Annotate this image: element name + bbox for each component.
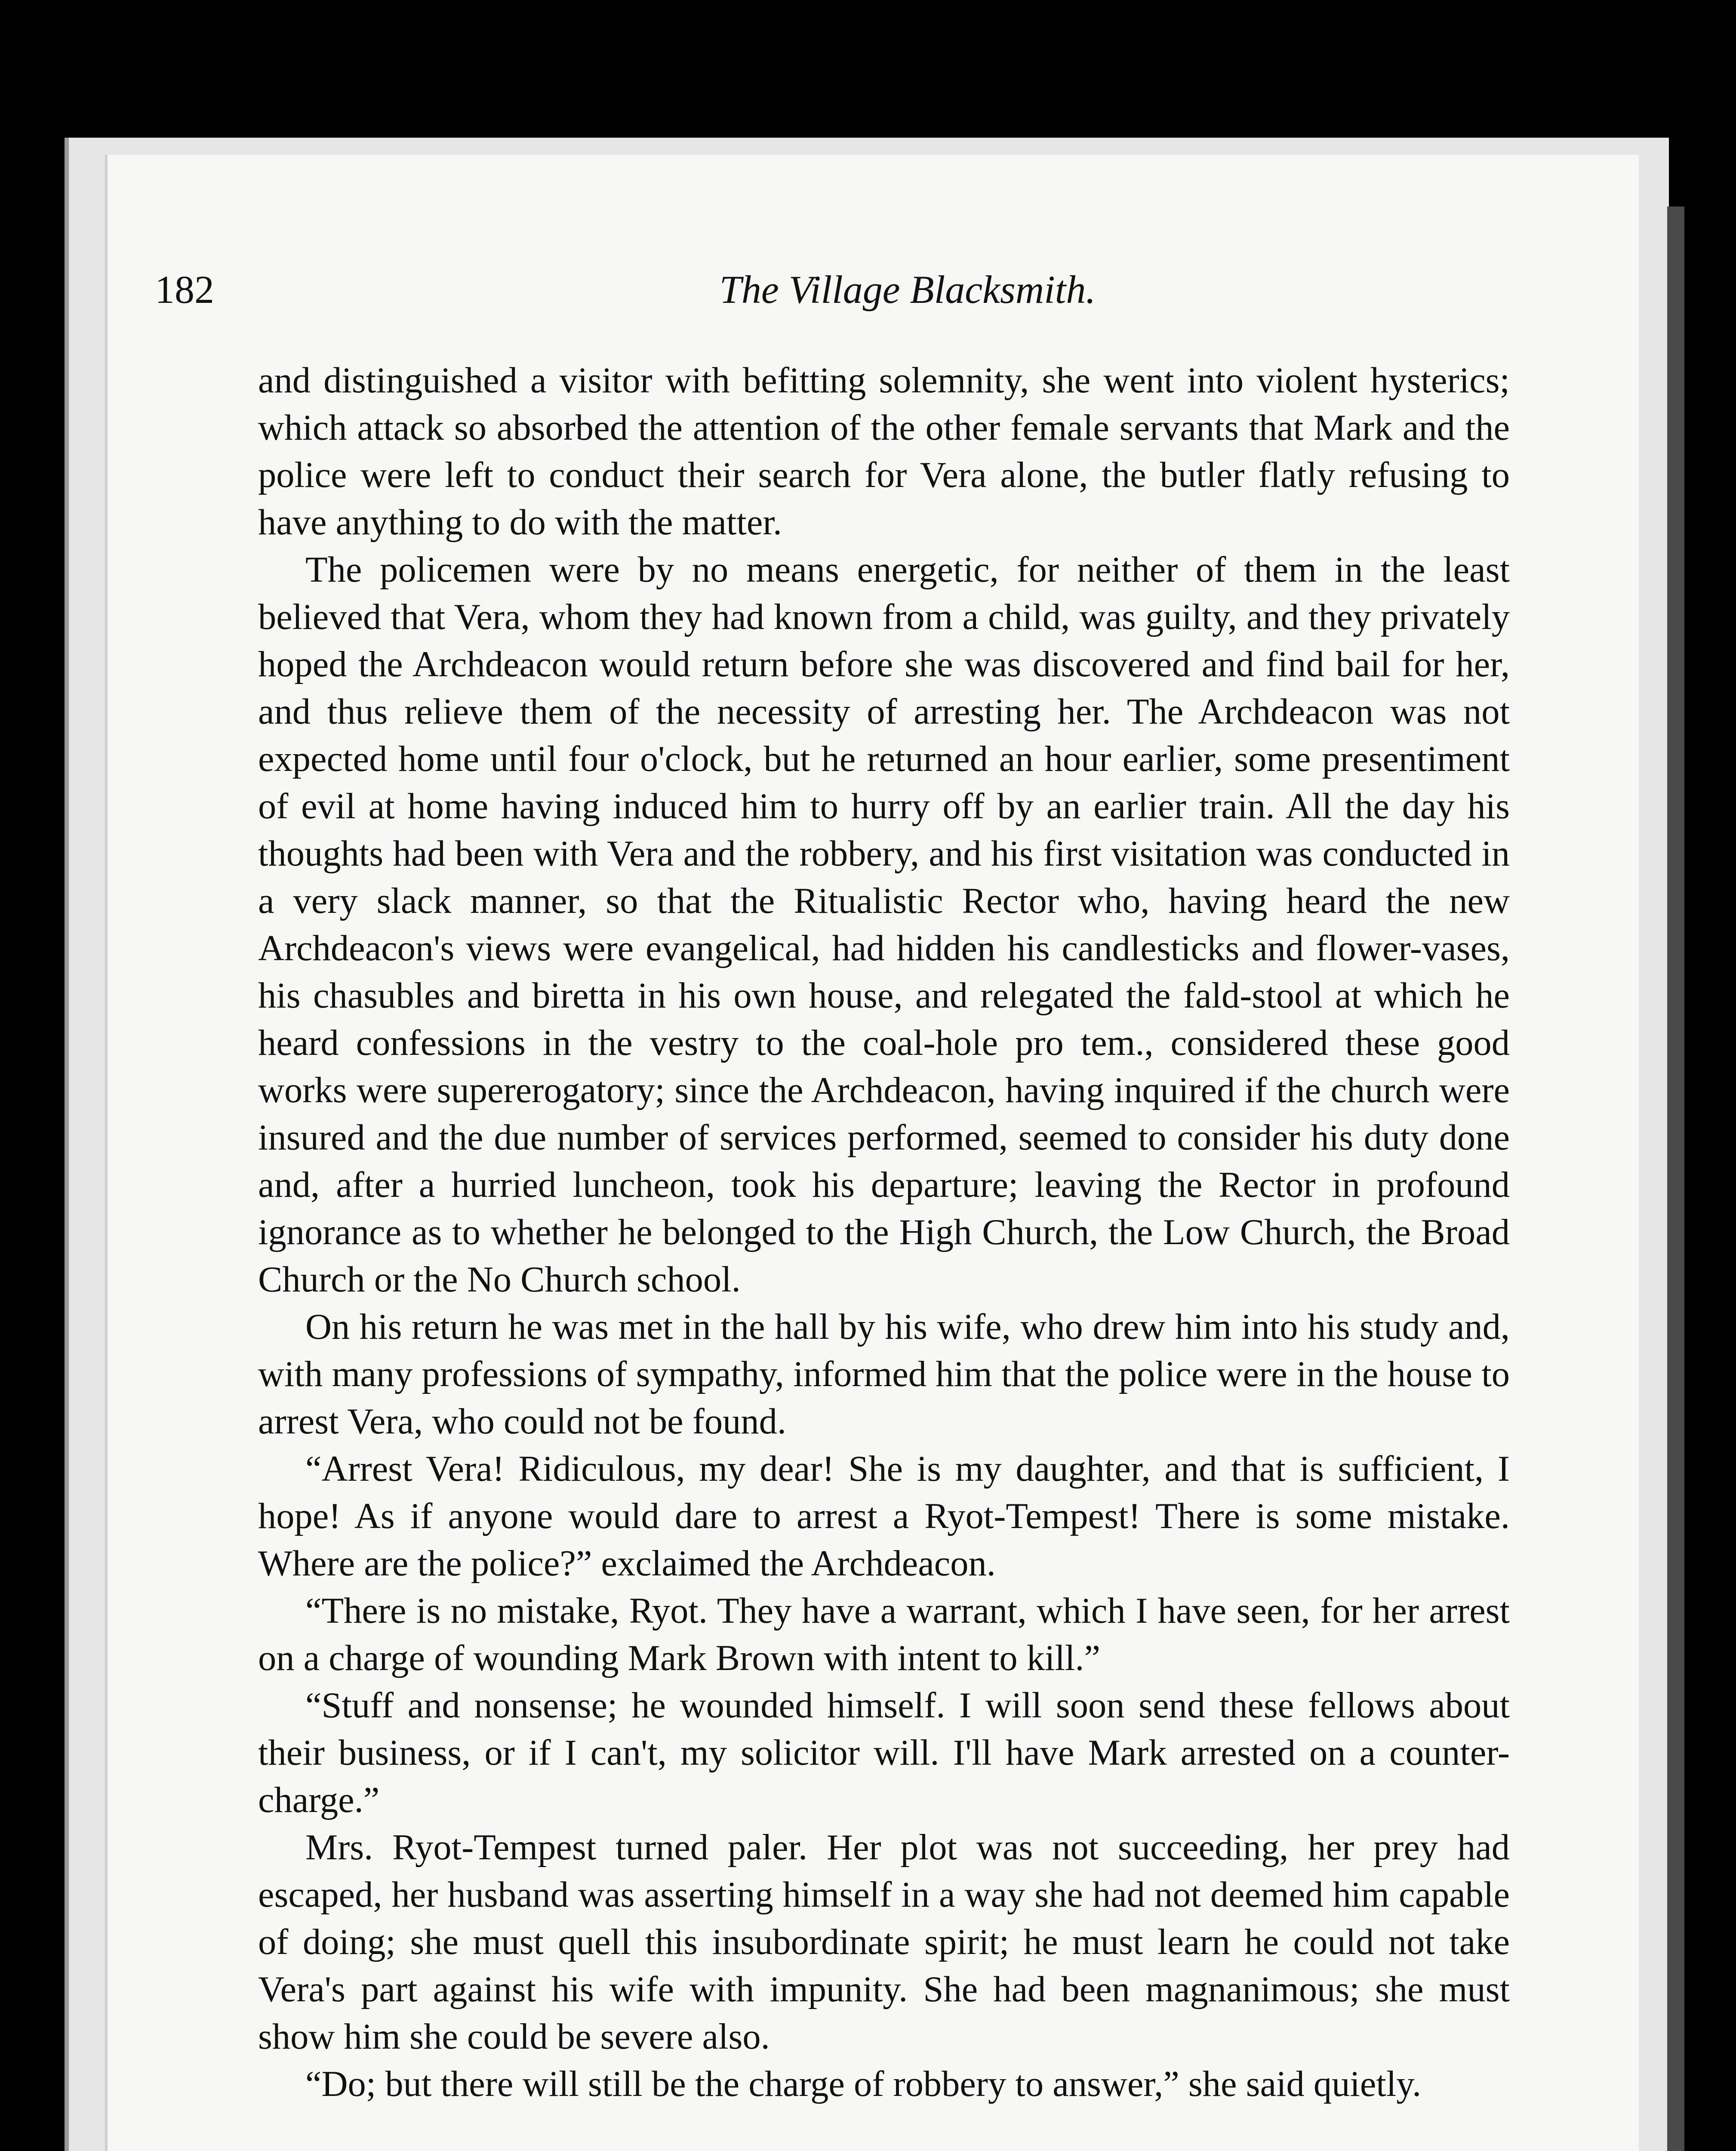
paragraph-3: On his return he was met in the hall by his wife, who drew him into his study and, with many professions of sympathy, informed him that the police were in the house to arrest Vera, who could not be found. [258,1307,1510,1442]
running-title: The Village Blacksmith. [719,268,1096,311]
page-number: 182 [155,268,214,311]
body-text [258,357,1510,2108]
paragraph-2: The policemen were by no means energetic, for neither of them in the least believed that Vera, whom they had known from a child, was guilty, and they privately hoped the Archdeacon would return before she was discovered and find bail for her, and thus relieve them of the necessity of arresting her. The Archdeacon was not expected home until four o'clock, but he returned an hour earlier, some presentiment of evil at home having induced him to hurry off by an earlier train. All the day his thoughts had been with Vera and the robbery, and his first visitation was conducted in a very slack manner, so that the Ritualistic Rector who, having heard the new Archdeacon's views were evangelical, had hidden his candlesticks and flower-vases, his chasubles and biretta in his own house, and relegated the fald-stool at which he heard confessions in the vestry to the coal-hole pro tem., considered these good works were supererogatory; since the Archdeacon, having inquired if the church were insured and the due number of services performed, seemed to consider his duty done and, after a hurried luncheon, took his departure; leaving the Rector in profound ignorance as to whether he belonged to the High Church, the Low Church, the Broad Church or the No Church school. [258,550,1510,1300]
paragraph-8: “Do; but there will still be the charge of robbery to answer,” she said quietly. [305,2064,1422,2104]
paragraph-7: Mrs. Ryot-Tempest turned paler. Her plot was not succeeding, her prey had escaped, her husband was asserting himself in a way she had not deemed him capable of doing; she must quell this insubordinate spirit; he must learn he could not take Vera's part against his wife with impunity. She had been magnanimous; she must show him she could be severe also. [258,1827,1510,2057]
paragraph-5: “There is no mistake, Ryot. They have a warrant, which I have seen, for her arrest on a charge of wounding Mark Brown with intent to kill.” [258,1591,1510,1678]
paragraph-4: “Arrest Vera! Ridiculous, my dear! She is my daughter, and that is sufficient, I hope! As if anyone would dare to arrest a Ryot-Tempest! There is some mistake. Where are the police?” exclaimed the Archdeacon. [258,1449,1510,1584]
paragraph-6: “Stuff and nonsense; he wounded himself. I will soon send these fellows about their business, or if I can't, my solicitor will. I'll have Mark arrested on a counter-charge.” [258,1686,1510,1820]
page-right-edge [1667,206,1684,2151]
page-header [155,267,1514,318]
paragraph-1: and distinguished a visitor with befitting solemnity, she went into violent hysterics; which attack so absorbed the attention of the other female servants that Mark and the police were left to conduct their search for Vera alone, the butler flatly refusing to have anything to do with the matter. [258,361,1510,542]
